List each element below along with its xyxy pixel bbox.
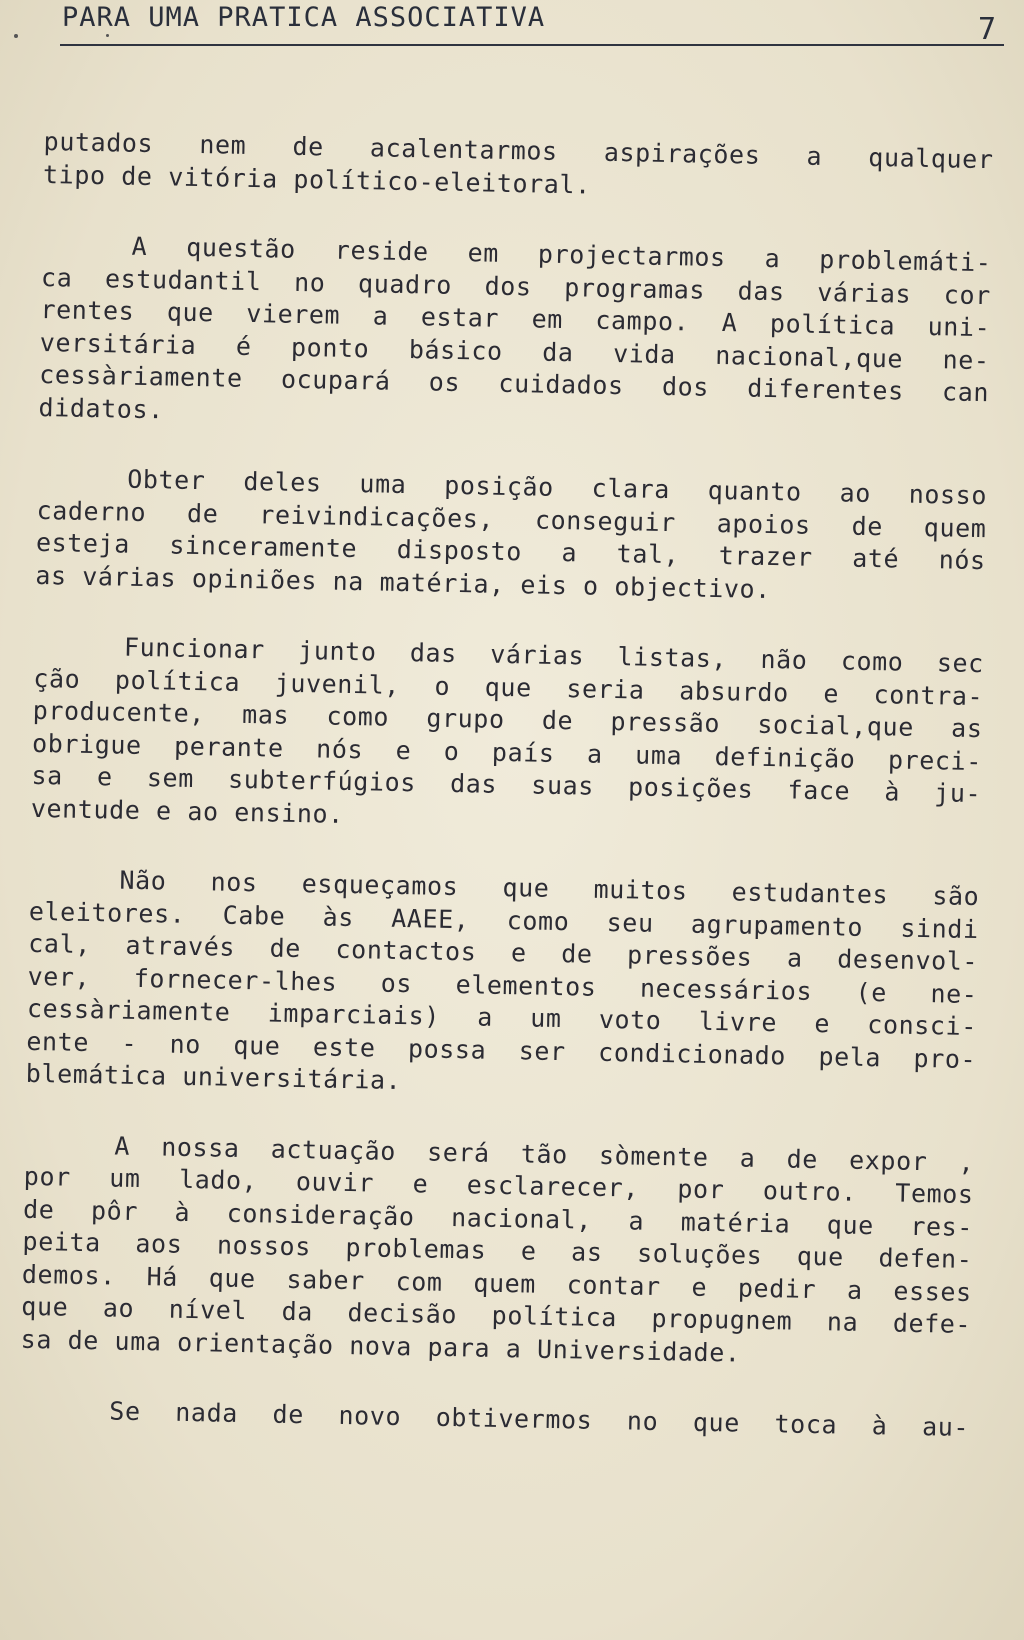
text-line: ção política juvenil, o que seria absurdo e contra- bbox=[33, 663, 984, 711]
text-line: blemática universitária. bbox=[25, 1058, 402, 1096]
text-line: de pôr à consideração nacional, a matéria que res- bbox=[22, 1194, 974, 1242]
paragraph bbox=[38, 229, 992, 442]
text-line: eleitores. Cabe às AAEE, como seu agrupamento sindi bbox=[28, 896, 979, 944]
text-line: por um lado, ouvir e esclarecer, por outro. Temos bbox=[23, 1161, 974, 1210]
text-line: A questão reside em projectarmos a problemáti- bbox=[131, 231, 992, 278]
text-line: obrigue perante nós e o país a uma definição preci- bbox=[31, 728, 983, 776]
text-line: versitária é ponto básico da vida nacional,que ne- bbox=[39, 327, 990, 375]
text-line: rentes que vierem a estar em campo. A política uni- bbox=[40, 294, 991, 343]
ink-speck bbox=[106, 34, 109, 37]
text-line: producente, mas como grupo de pressão social,que as bbox=[32, 695, 983, 744]
paragraph bbox=[43, 126, 994, 209]
body-text bbox=[18, 126, 994, 1482]
text-line: demos. Há que saber com quem contar e pedir a esses bbox=[21, 1259, 973, 1307]
text-line: cessàriamente ocupará os cuidados dos diferentes can bbox=[38, 359, 990, 408]
text-line: ventude e ao ensino. bbox=[30, 793, 345, 829]
text-line: putados nem de acalentarmos aspirações a qualquer bbox=[43, 126, 994, 175]
text-line: ca estudantil no quadro dos programas das várias cor bbox=[40, 262, 992, 310]
text-line: A nossa actuação será tão sòmente a de expor , bbox=[114, 1131, 975, 1177]
text-line: peita aos nossos problemas e as soluções que defen- bbox=[22, 1226, 973, 1275]
text-line: ente - no que este possa ser condicionado pela pro- bbox=[26, 1026, 977, 1074]
text-line: Obter deles uma posição clara quanto ao nosso bbox=[126, 464, 988, 511]
header-title: PARA UMA PRATICA ASSOCIATIVA bbox=[62, 2, 546, 33]
text-line: que ao nível da decisão política propugnem na defe- bbox=[21, 1291, 972, 1340]
paragraph bbox=[19, 1394, 969, 1445]
paragraph bbox=[20, 1128, 974, 1374]
text-line: Se nada de novo obtivermos no que toca à au- bbox=[109, 1396, 970, 1442]
text-line: Funcionar junto das várias listas, não como sec bbox=[123, 632, 985, 679]
page-number: 7 bbox=[977, 12, 996, 47]
text-line: tipo de vitória político-eleitoral. bbox=[42, 159, 592, 200]
page-header bbox=[60, 0, 1004, 46]
text-line: cessàriamente imparciais) a um voto livre e consci- bbox=[26, 993, 978, 1042]
text-line: Não nos esqueçamos que muitos estudantes são bbox=[119, 865, 980, 912]
text-line: didatos. bbox=[38, 392, 165, 424]
text-line: as várias opiniões na matéria, eis o objectivo. bbox=[35, 560, 772, 604]
paragraph bbox=[35, 462, 987, 610]
ink-speck bbox=[14, 34, 18, 38]
paragraph bbox=[25, 863, 979, 1109]
text-line: esteja sinceramente disposto a tal, trazer até nós bbox=[35, 527, 987, 576]
text-line: cal, através de contactos e de pressões a desenvol- bbox=[28, 928, 979, 977]
text-line: ver, fornecer-lhes os elementos necessários (e ne- bbox=[27, 961, 978, 1009]
text-line: caderno de reivindicações, conseguir apoios de quem bbox=[36, 495, 987, 543]
text-line: sa de uma orientação nova para a Universidade. bbox=[20, 1324, 741, 1368]
text-line: sa e sem subterfúgios das suas posições face à ju- bbox=[31, 760, 982, 809]
paragraph bbox=[31, 630, 985, 843]
